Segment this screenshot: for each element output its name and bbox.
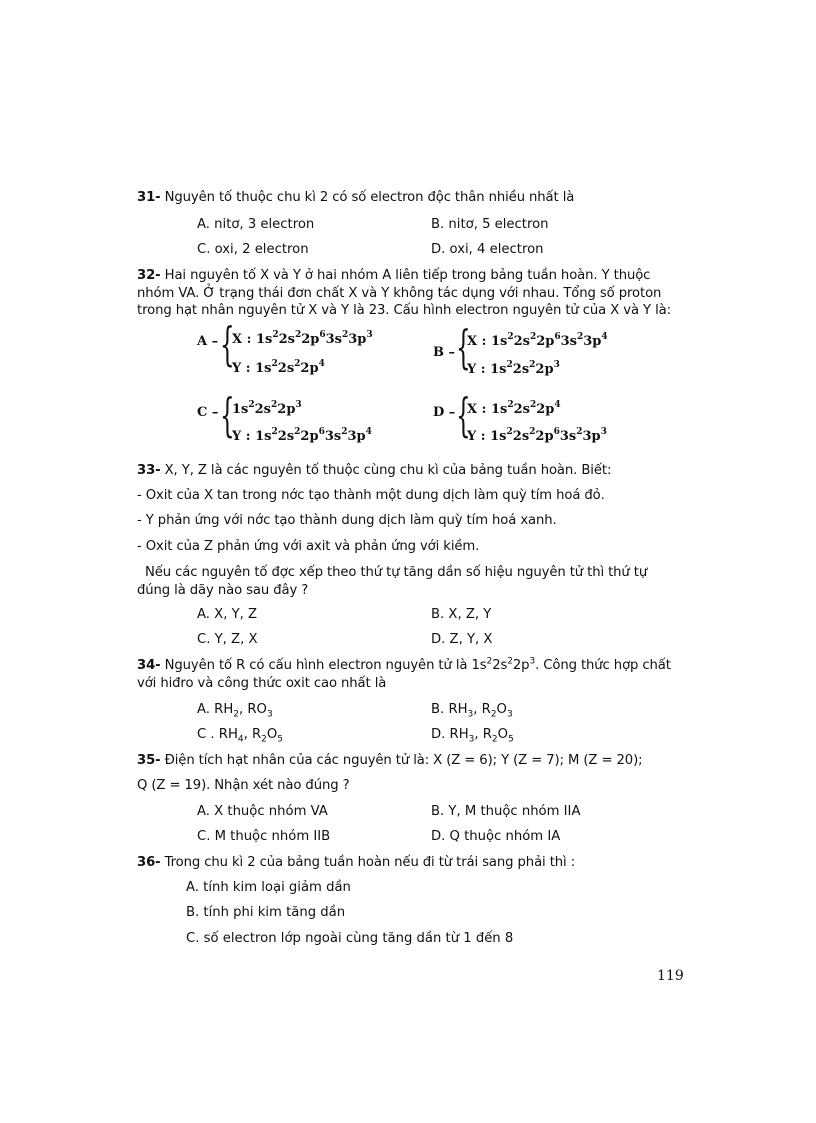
question-number: 36- bbox=[137, 855, 161, 870]
option-b-label: B – bbox=[433, 345, 456, 360]
bullet-3: - Oxit của Z phản ứng với axit và phản ứng với kiềm. bbox=[137, 539, 480, 554]
option-b: B. nitơ, 5 electron bbox=[431, 217, 549, 232]
option-a: A. $RH_2$, $RO_3$ bbox=[197, 702, 273, 720]
paragraph-line2: đúng là dãy nào sau đây ? bbox=[137, 583, 309, 598]
option-c-label: C – bbox=[197, 405, 219, 420]
option-b-y-config: Y : $1s^22s^22p^3$ bbox=[467, 359, 560, 377]
question-text-line3: trong hạt nhân nguyên tử X và Y là 23. Cấu hình electron nguyên tử của X và Y là: bbox=[137, 303, 671, 318]
option-d: D. oxi, 4 electron bbox=[431, 242, 544, 257]
question-text: X, Y, Z là các nguyên tố thuộc cùng chu kì của bảng tuần hoàn. Biết: bbox=[164, 463, 612, 478]
question-33 bbox=[137, 462, 611, 480]
question-text: Nguyên tố thuộc chu kì 2 có số electron độc thân nhiều nhất là bbox=[164, 190, 575, 205]
option-d: D. Z, Y, X bbox=[431, 632, 493, 647]
question-31 bbox=[137, 189, 574, 207]
option-a: A. tính kim loại giảm dần bbox=[186, 880, 351, 895]
option-c: C. oxi, 2 electron bbox=[197, 242, 309, 257]
question-number: 34- bbox=[137, 658, 161, 673]
option-a-y-config: Y : $1s^22s^22p^4$ bbox=[232, 358, 325, 376]
option-c: C . $RH_4$, $R_2O_5$ bbox=[197, 727, 284, 745]
option-b: B. tính phi kim tăng dần bbox=[186, 905, 346, 920]
page-number: 119 bbox=[657, 968, 684, 984]
question-text-line2: Q (Z = 19). Nhận xét nào đúng ? bbox=[137, 778, 350, 793]
option-a-label: A – bbox=[197, 334, 219, 349]
question-number: 33- bbox=[137, 463, 161, 478]
paragraph-line1: Nếu các nguyên tố đợc xếp theo thứ tự tăng dần số hiệu nguyên tử thì thứ tự bbox=[145, 565, 648, 580]
bullet-2: - Y phản ứng với nớc tạo thành dung dịch làm quỳ tím hoá xanh. bbox=[137, 513, 557, 528]
option-c-y-config: Y : $1s^22s^22p^63s^23p^4$ bbox=[232, 426, 372, 444]
question-text-line1-post: . Công thức hợp chất bbox=[535, 658, 671, 673]
brace-icon: { bbox=[456, 320, 471, 374]
question-text-line2: nhóm VA. Ở trạng thái đơn chất X và Y không tác dụng với nhau. Tổng số proton bbox=[137, 286, 662, 301]
question-32 bbox=[137, 267, 650, 285]
bullet-1: - Oxit của X tan trong nớc tạo thành một dung dịch làm quỳ tím hoá đỏ. bbox=[137, 488, 605, 503]
question-number: 31- bbox=[137, 190, 161, 205]
option-b: B. X, Z, Y bbox=[431, 607, 492, 622]
brace-icon: { bbox=[456, 388, 471, 442]
option-c: C. số electron lớp ngoài cùng tăng dần từ 1 đến 8 bbox=[186, 931, 514, 946]
question-34: 34- Nguyên tố R có cấu hình electron nguyên tử là $1s^22s^22p^3$. Công thức hợp chất bbox=[137, 656, 671, 673]
question-text-line1-pre: Nguyên tố R có cấu hình electron nguyên tử là 1s bbox=[164, 658, 487, 673]
option-d-x-config: X : $1s^22s^22p^4$ bbox=[467, 399, 561, 417]
option-c: C. M thuộc nhóm IIB bbox=[197, 829, 331, 844]
question-text-line1: Hai nguyên tố X và Y ở hai nhóm A liên tiếp trong bảng tuần hoàn. Y thuộc bbox=[164, 268, 651, 283]
question-35 bbox=[137, 752, 642, 770]
option-b: B. Y, M thuộc nhóm IIA bbox=[431, 804, 581, 819]
option-a-x-config: X : $1s^22s^22p^63s^23p^3$ bbox=[232, 329, 373, 347]
option-b-x-config: X : $1s^22s^22p^63s^23p^4$ bbox=[467, 331, 608, 349]
option-d-label: D – bbox=[433, 405, 456, 420]
option-a: A. X, Y, Z bbox=[197, 607, 258, 622]
option-d: D. Q thuộc nhóm IA bbox=[431, 829, 561, 844]
question-number: 35- bbox=[137, 753, 161, 768]
option-d-y-config: Y : $1s^22s^22p^63s^23p^3$ bbox=[467, 426, 607, 444]
question-text: Trong chu kì 2 của bảng tuần hoàn nếu đi từ trái sang phải thì : bbox=[164, 855, 576, 870]
brace-icon: { bbox=[220, 317, 235, 371]
option-d: D. $RH_3$, $R_2O_5$ bbox=[431, 727, 514, 745]
option-a: A. X thuộc nhóm VA bbox=[197, 804, 328, 819]
question-text-line1: Điện tích hạt nhân của các nguyên tử là: X (Z = 6); Y (Z = 7); M (Z = 20); bbox=[164, 753, 643, 768]
option-b: B. $RH_3$, $R_2O_3$ bbox=[431, 702, 513, 720]
question-text-line2: với hiđro và công thức oxit cao nhất là bbox=[137, 676, 387, 691]
option-a: A. nitơ, 3 electron bbox=[197, 217, 315, 232]
brace-icon: { bbox=[220, 388, 235, 442]
question-number: 32- bbox=[137, 268, 161, 283]
option-c-x-config: $1s^22s^22p^3$ bbox=[232, 399, 302, 417]
question-36 bbox=[137, 854, 575, 872]
option-c: C. Y, Z, X bbox=[197, 632, 258, 647]
